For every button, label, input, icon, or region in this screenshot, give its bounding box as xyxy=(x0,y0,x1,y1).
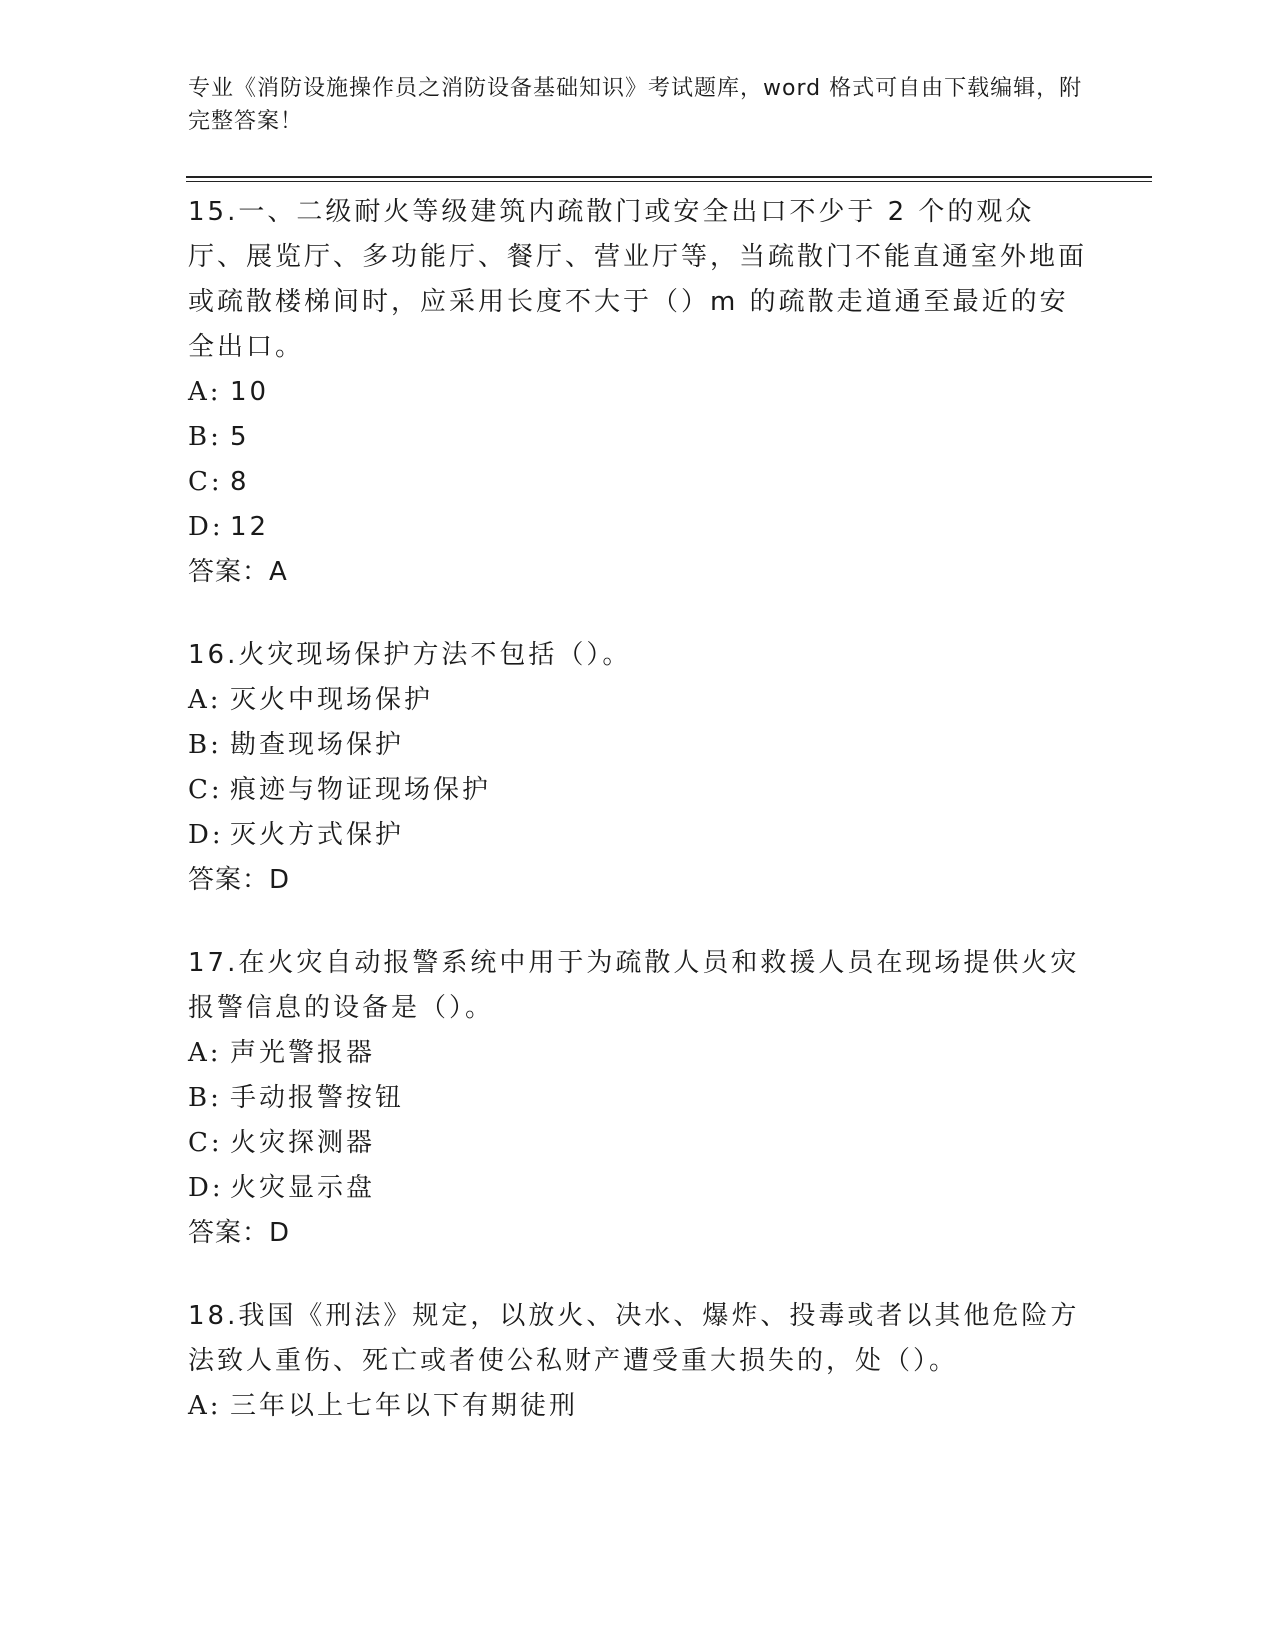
question-16 xyxy=(188,633,1088,903)
option-text: 火灾显示盘 xyxy=(230,1173,376,1203)
option-text: 勘查现场保护 xyxy=(230,730,405,760)
option-d xyxy=(188,813,1088,858)
option-key: A: xyxy=(188,685,222,715)
option-text: 8 xyxy=(230,467,250,497)
answer-line: 答案：A xyxy=(188,557,288,587)
option-key: B: xyxy=(188,422,222,452)
option-key: B: xyxy=(188,1083,222,1113)
option-text: 灭火中现场保护 xyxy=(230,685,434,715)
header-divider-bottom xyxy=(186,181,1152,182)
option-key: A: xyxy=(188,1391,222,1421)
option-c xyxy=(188,768,1088,813)
option-c xyxy=(188,1121,1088,1166)
option-text: 痕迹与物证现场保护 xyxy=(230,775,492,805)
document-header: 专业《消防设施操作员之消防设备基础知识》考试题库，word 格式可自由下载编辑，附完整答案！ xyxy=(188,76,1083,134)
option-text: 手动报警按钮 xyxy=(230,1083,405,1113)
option-text: 10 xyxy=(230,377,270,407)
option-text: 12 xyxy=(230,512,270,542)
option-d xyxy=(188,505,1088,550)
question-stem: 18.我国《刑法》规定，以放火、决水、爆炸、投毒或者以其他危险方法致人重伤、死亡或者使公私财产遭受重大损失的，处（）。 xyxy=(188,1301,1080,1376)
option-key: C: xyxy=(188,1128,223,1158)
header-divider-top xyxy=(186,176,1152,178)
answer-line: 答案：D xyxy=(188,1218,291,1248)
answer-line: 答案：D xyxy=(188,865,291,895)
option-key: A: xyxy=(188,1038,222,1068)
option-b xyxy=(188,1076,1088,1121)
option-key: C: xyxy=(188,775,223,805)
question-stem: 17.在火灾自动报警系统中用于为疏散人员和救援人员在现场提供火灾报警信息的设备是（）。 xyxy=(188,948,1080,1023)
option-text: 三年以上七年以下有期徒刑 xyxy=(230,1391,579,1421)
option-text: 火灾探测器 xyxy=(230,1128,376,1158)
option-a xyxy=(188,1384,1088,1429)
option-text: 5 xyxy=(230,422,250,452)
option-a xyxy=(188,678,1088,723)
option-key: B: xyxy=(188,730,222,760)
question-stem: 16.火灾现场保护方法不包括（）。 xyxy=(188,640,632,670)
option-text: 声光警报器 xyxy=(230,1038,376,1068)
question-15 xyxy=(188,190,1088,595)
option-a xyxy=(188,370,1088,415)
option-c xyxy=(188,460,1088,505)
question-stem: 15.一、二级耐火等级建筑内疏散门或安全出口不少于 2 个的观众厅、展览厅、多功能厅、餐厅、营业厅等，当疏散门不能直通室外地面或疏散楼梯间时，应采用长度不大于（）m 的疏散走道通至最近的安全出口。 xyxy=(188,197,1088,362)
option-d xyxy=(188,1166,1088,1211)
option-text: 灭火方式保护 xyxy=(230,820,405,850)
question-list xyxy=(188,190,1088,1467)
option-key: D: xyxy=(188,1173,224,1203)
option-key: C: xyxy=(188,467,223,497)
question-18 xyxy=(188,1294,1088,1429)
option-key: D: xyxy=(188,512,224,542)
option-b xyxy=(188,415,1088,460)
option-key: A: xyxy=(188,377,222,407)
question-17 xyxy=(188,941,1088,1256)
option-key: D: xyxy=(188,820,224,850)
option-b xyxy=(188,723,1088,768)
option-a xyxy=(188,1031,1088,1076)
